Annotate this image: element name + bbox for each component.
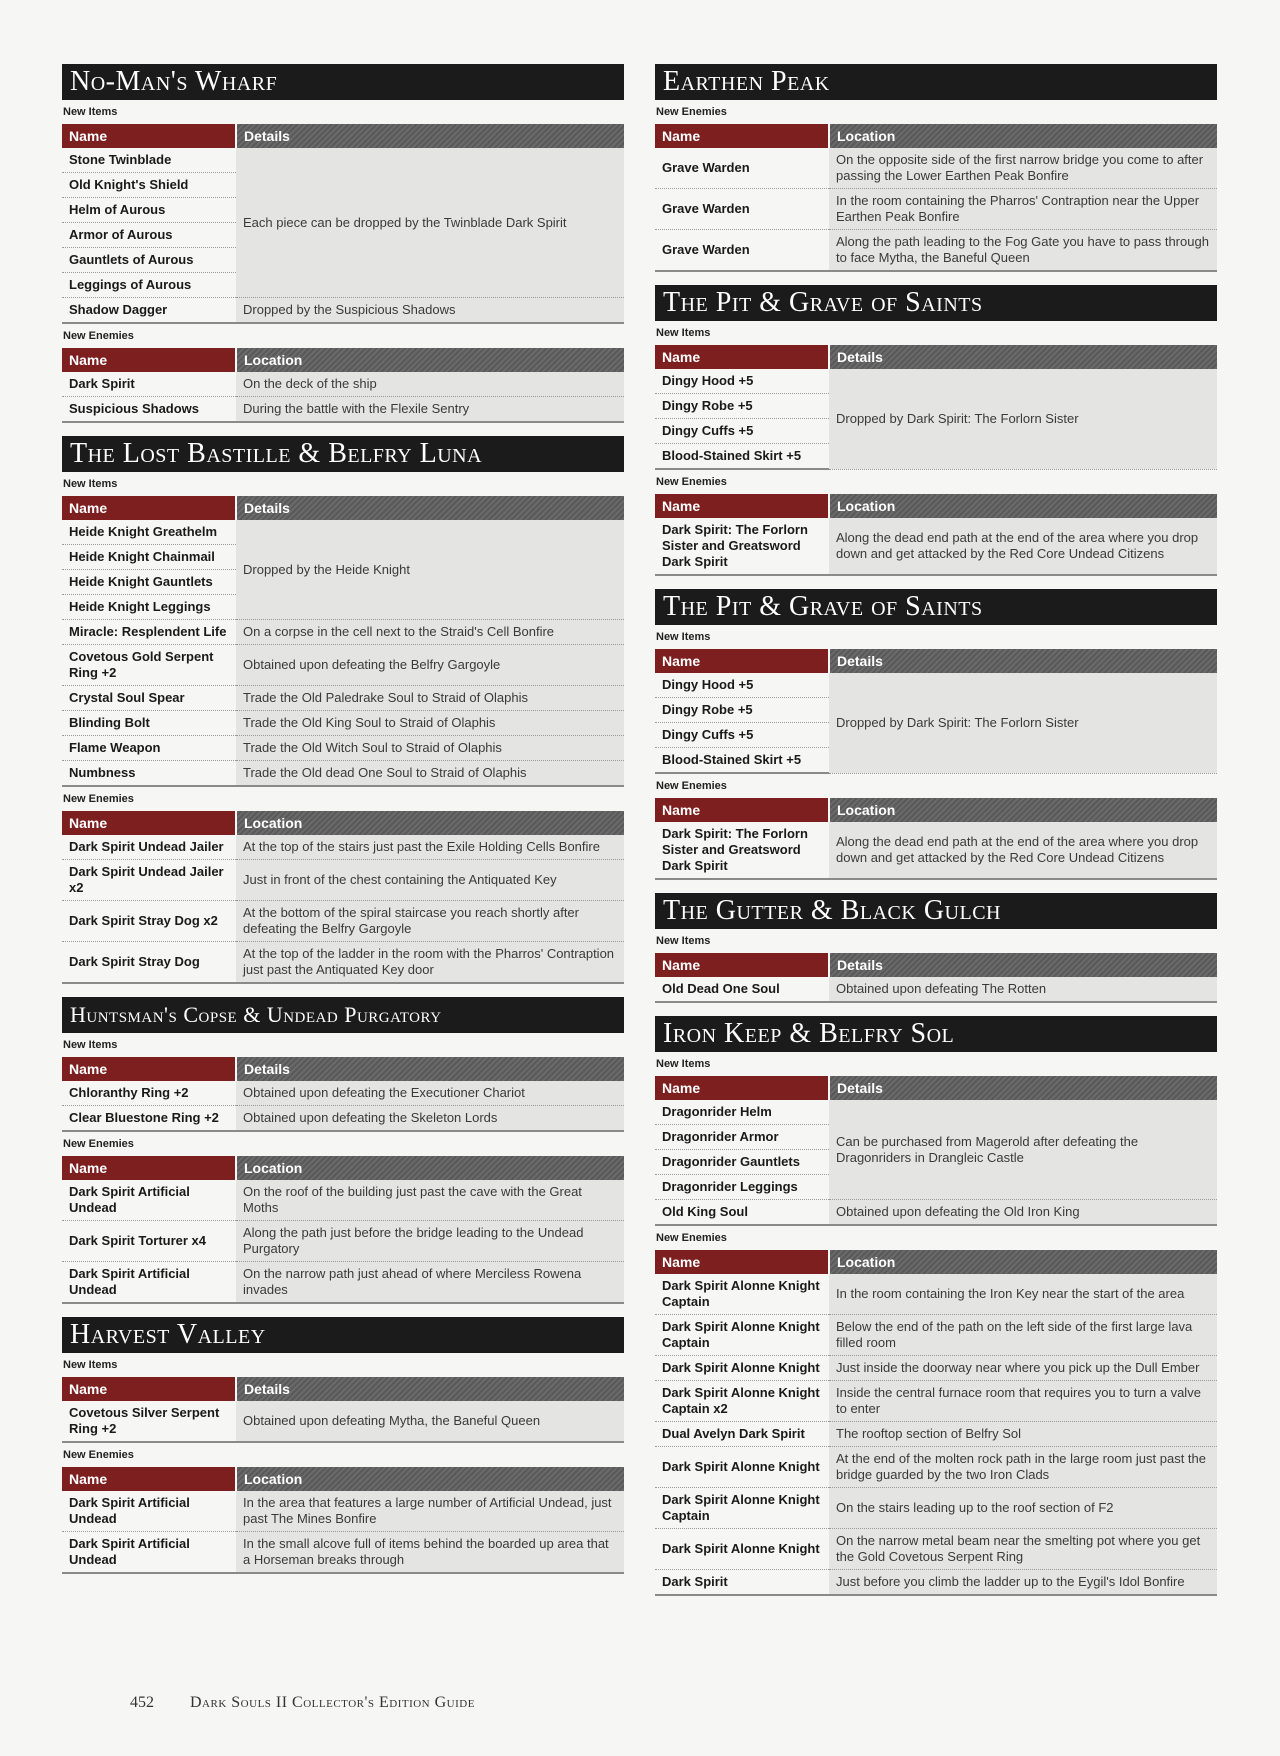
- column-header-location: Location: [236, 811, 624, 835]
- row-name: Shadow Dagger: [62, 298, 236, 324]
- row-details: Each piece can be dropped by the Twinblade Dark Spirit: [236, 148, 624, 298]
- row-details: Obtained upon defeating The Rotten: [829, 977, 1217, 1002]
- row-name: Numbness: [62, 761, 236, 787]
- section-title: No-Man's Wharf: [62, 64, 624, 100]
- table-row: [655, 1447, 1217, 1488]
- row-location: At the bottom of the spiral staircase you reach shortly after defeating the Belfry Gargoyle: [236, 901, 624, 942]
- row-name: Dark Spirit Alonne Knight: [655, 1356, 829, 1381]
- row-name: Grave Warden: [655, 148, 829, 189]
- row-name: Old King Soul: [655, 1200, 829, 1226]
- column-header-name: Name: [62, 1467, 236, 1491]
- items-table: [655, 953, 1217, 1003]
- items-table: [62, 1057, 624, 1132]
- column-header-details: Details: [829, 345, 1217, 369]
- row-details: Dropped by Dark Spirit: The Forlorn Sister: [829, 369, 1217, 469]
- left-column: [62, 64, 624, 1587]
- table-row: [655, 977, 1217, 1002]
- section-title: The Lost Bastille & Belfry Luna: [62, 436, 624, 472]
- enemies-table: [655, 798, 1217, 880]
- table-header-row: [62, 124, 624, 148]
- column-header-details: Details: [829, 649, 1217, 673]
- column-header-name: Name: [655, 1076, 829, 1100]
- row-name: Flame Weapon: [62, 736, 236, 761]
- section-title: The Pit & Grave of Saints: [655, 285, 1217, 321]
- table-row: [655, 189, 1217, 230]
- table-row: [62, 1262, 624, 1304]
- row-details: Dropped by the Suspicious Shadows: [236, 298, 624, 324]
- column-header-name: Name: [62, 124, 236, 148]
- new-enemies-label: New Enemies: [63, 1138, 134, 1150]
- table-row: [62, 397, 624, 423]
- row-name: Grave Warden: [655, 230, 829, 272]
- row-name: Clear Bluestone Ring +2: [62, 1106, 236, 1132]
- new-items-label: New Items: [656, 935, 711, 947]
- page-number: 452: [130, 1694, 154, 1711]
- row-location: In the small alcove full of items behind the boarded up area that a Horseman breaks through: [236, 1532, 624, 1574]
- row-name: Dragonrider Helm: [655, 1100, 829, 1125]
- table-row: [655, 369, 1217, 394]
- table-row: [655, 1381, 1217, 1422]
- table-row: [62, 148, 624, 173]
- row-details: Obtained upon defeating the Belfry Gargoyle: [236, 645, 624, 686]
- row-name: Old Knight's Shield: [62, 173, 236, 198]
- column-header-details: Details: [829, 1076, 1217, 1100]
- row-name: Blood-Stained Skirt +5: [655, 748, 829, 774]
- new-items-label: New Items: [63, 478, 118, 490]
- table-header-row: [62, 348, 624, 372]
- section: [62, 436, 624, 984]
- row-location: Just in front of the chest containing the Antiquated Key: [236, 860, 624, 901]
- enemies-table: [62, 1467, 624, 1574]
- row-name: Dual Avelyn Dark Spirit: [655, 1422, 829, 1447]
- row-details: Obtained upon defeating the Executioner Chariot: [236, 1081, 624, 1106]
- items-table: [655, 345, 1217, 470]
- row-name: Helm of Aurous: [62, 198, 236, 223]
- section: [655, 1016, 1217, 1596]
- column-header-location: Location: [236, 1467, 624, 1491]
- new-enemies-label: New Enemies: [63, 793, 134, 805]
- table-row: [62, 761, 624, 787]
- row-name: Stone Twinblade: [62, 148, 236, 173]
- row-name: Covetous Gold Serpent Ring +2: [62, 645, 236, 686]
- row-location: In the area that features a large number of Artificial Undead, just past The Mines Bonfire: [236, 1491, 624, 1532]
- row-location: The rooftop section of Belfry Sol: [829, 1422, 1217, 1447]
- section-title: Earthen Peak: [655, 64, 1217, 100]
- row-name: Dark Spirit Artificial Undead: [62, 1180, 236, 1221]
- row-location: On the stairs leading up to the roof section of F2: [829, 1488, 1217, 1529]
- section: [655, 893, 1217, 1003]
- table-row: [62, 1106, 624, 1132]
- table-row: [62, 645, 624, 686]
- row-name: Dark Spirit: The Forlorn Sister and Greatsword Dark Spirit: [655, 518, 829, 575]
- table-header-row: [62, 496, 624, 520]
- table-row: [62, 1401, 624, 1442]
- table-header-row: [655, 1076, 1217, 1100]
- table-row: [62, 1221, 624, 1262]
- table-row: [655, 1315, 1217, 1356]
- new-enemies-label: New Enemies: [656, 106, 727, 118]
- row-details: Trade the Old King Soul to Straid of Olaphis: [236, 711, 624, 736]
- row-location: Along the path leading to the Fog Gate you have to pass through to face Mytha, the Baneful Queen: [829, 230, 1217, 272]
- section: [62, 64, 624, 423]
- row-name: Dark Spirit Torturer x4: [62, 1221, 236, 1262]
- page-footer: [130, 1694, 475, 1712]
- column-header-details: Details: [236, 1057, 624, 1081]
- enemies-table: [655, 124, 1217, 272]
- table-row: [62, 1532, 624, 1574]
- row-name: Dragonrider Armor: [655, 1125, 829, 1150]
- row-location: On the opposite side of the first narrow bridge you come to after passing the Lower Earthen Peak Bonfire: [829, 148, 1217, 189]
- row-name: Dark Spirit Alonne Knight Captain: [655, 1274, 829, 1315]
- row-location: At the top of the stairs just past the Exile Holding Cells Bonfire: [236, 835, 624, 860]
- table-row: [62, 860, 624, 901]
- row-location: Along the path just before the bridge leading to the Undead Purgatory: [236, 1221, 624, 1262]
- items-table: [62, 124, 624, 324]
- table-header-row: [62, 1467, 624, 1491]
- column-header-name: Name: [655, 649, 829, 673]
- row-name: Dragonrider Leggings: [655, 1175, 829, 1200]
- row-location: Just before you climb the ladder up to the Eygil's Idol Bonfire: [829, 1570, 1217, 1596]
- row-name: Dark Spirit Alonne Knight: [655, 1447, 829, 1488]
- column-header-location: Location: [236, 1156, 624, 1180]
- column-header-name: Name: [655, 1250, 829, 1274]
- section: [655, 285, 1217, 576]
- column-header-name: Name: [655, 798, 829, 822]
- row-location: On the deck of the ship: [236, 372, 624, 397]
- table-row: [62, 1180, 624, 1221]
- table-header-row: [655, 953, 1217, 977]
- row-name: Dark Spirit: [62, 372, 236, 397]
- row-name: Dark Spirit Alonne Knight: [655, 1529, 829, 1570]
- table-header-row: [655, 649, 1217, 673]
- row-name: Dingy Cuffs +5: [655, 419, 829, 444]
- row-name: Suspicious Shadows: [62, 397, 236, 423]
- row-location: In the room containing the Pharros' Contraption near the Upper Earthen Peak Bonfire: [829, 189, 1217, 230]
- table-header-row: [655, 345, 1217, 369]
- new-items-label: New Items: [63, 1039, 118, 1051]
- table-row: [655, 1200, 1217, 1226]
- row-location: On the narrow metal beam near the smelting pot where you get the Gold Covetous Serpent Ring: [829, 1529, 1217, 1570]
- column-header-name: Name: [62, 1057, 236, 1081]
- row-name: Dark Spirit Artificial Undead: [62, 1491, 236, 1532]
- table-row: [655, 673, 1217, 698]
- table-row: [655, 230, 1217, 272]
- new-items-label: New Items: [63, 1359, 118, 1371]
- new-enemies-label: New Enemies: [63, 330, 134, 342]
- section-title: Huntsman's Copse & Undead Purgatory: [62, 997, 624, 1033]
- row-details: Obtained upon defeating Mytha, the Baneful Queen: [236, 1401, 624, 1442]
- row-name: Covetous Silver Serpent Ring +2: [62, 1401, 236, 1442]
- row-name: Gauntlets of Aurous: [62, 248, 236, 273]
- enemies-table: [62, 348, 624, 423]
- row-name: Dark Spirit Alonne Knight Captain: [655, 1488, 829, 1529]
- items-table: [655, 1076, 1217, 1226]
- row-name: Dark Spirit Artificial Undead: [62, 1532, 236, 1574]
- column-header-details: Details: [236, 496, 624, 520]
- items-table: [655, 649, 1217, 774]
- table-row: [62, 620, 624, 645]
- row-name: Armor of Aurous: [62, 223, 236, 248]
- row-name: Dark Spirit Stray Dog: [62, 942, 236, 984]
- row-location: Just inside the doorway near where you pick up the Dull Ember: [829, 1356, 1217, 1381]
- table-row: [655, 822, 1217, 879]
- row-name: Old Dead One Soul: [655, 977, 829, 1002]
- row-details: Dropped by Dark Spirit: The Forlorn Sister: [829, 673, 1217, 773]
- row-name: Dingy Robe +5: [655, 698, 829, 723]
- table-header-row: [62, 1156, 624, 1180]
- table-row: [62, 942, 624, 984]
- table-header-row: [62, 811, 624, 835]
- table-row: [655, 1274, 1217, 1315]
- table-row: [655, 1100, 1217, 1125]
- row-location: Along the dead end path at the end of the area where you drop down and get attacked by the Red Core Undead Citizens: [829, 518, 1217, 575]
- column-header-name: Name: [62, 1377, 236, 1401]
- row-name: Heide Knight Gauntlets: [62, 570, 236, 595]
- section: [655, 589, 1217, 880]
- row-location: On the narrow path just ahead of where Merciless Rowena invades: [236, 1262, 624, 1304]
- row-location: At the top of the ladder in the room with the Pharros' Contraption just past the Antiquated Key door: [236, 942, 624, 984]
- enemies-table: [62, 811, 624, 984]
- column-header-location: Location: [829, 494, 1217, 518]
- row-location: On the roof of the building just past the cave with the Great Moths: [236, 1180, 624, 1221]
- new-items-label: New Items: [63, 106, 118, 118]
- table-row: [62, 298, 624, 324]
- table-header-row: [655, 1250, 1217, 1274]
- table-header-row: [655, 494, 1217, 518]
- column-header-name: Name: [62, 496, 236, 520]
- section: [62, 1317, 624, 1574]
- new-enemies-label: New Enemies: [656, 1232, 727, 1244]
- row-name: Dragonrider Gauntlets: [655, 1150, 829, 1175]
- section-title: The Pit & Grave of Saints: [655, 589, 1217, 625]
- row-name: Dingy Hood +5: [655, 673, 829, 698]
- table-row: [655, 1529, 1217, 1570]
- row-details: Trade the Old dead One Soul to Straid of Olaphis: [236, 761, 624, 787]
- row-details: Can be purchased from Magerold after defeating the Dragonriders in Drangleic Castle: [829, 1100, 1217, 1200]
- column-header-name: Name: [62, 348, 236, 372]
- table-row: [62, 835, 624, 860]
- items-table: [62, 496, 624, 787]
- right-column: [655, 64, 1217, 1609]
- row-name: Crystal Soul Spear: [62, 686, 236, 711]
- guide-title: Dark Souls II Collector's Edition Guide: [190, 1694, 475, 1711]
- table-row: [62, 736, 624, 761]
- row-name: Dingy Hood +5: [655, 369, 829, 394]
- row-name: Heide Knight Greathelm: [62, 520, 236, 545]
- row-details: Dropped by the Heide Knight: [236, 520, 624, 620]
- table-header-row: [62, 1057, 624, 1081]
- column-header-location: Location: [829, 1250, 1217, 1274]
- row-name: Dark Spirit Undead Jailer x2: [62, 860, 236, 901]
- row-name: Dingy Cuffs +5: [655, 723, 829, 748]
- row-details: On a corpse in the cell next to the Straid's Cell Bonfire: [236, 620, 624, 645]
- row-location: During the battle with the Flexile Sentry: [236, 397, 624, 423]
- new-items-label: New Items: [656, 327, 711, 339]
- column-header-name: Name: [655, 345, 829, 369]
- row-details: Trade the Old Paledrake Soul to Straid of Olaphis: [236, 686, 624, 711]
- column-header-details: Details: [829, 953, 1217, 977]
- row-name: Grave Warden: [655, 189, 829, 230]
- new-enemies-label: New Enemies: [63, 1449, 134, 1461]
- section-title: Iron Keep & Belfry Sol: [655, 1016, 1217, 1052]
- table-row: [655, 1422, 1217, 1447]
- row-name: Heide Knight Chainmail: [62, 545, 236, 570]
- column-header-details: Details: [236, 124, 624, 148]
- row-name: Dark Spirit Alonne Knight Captain x2: [655, 1381, 829, 1422]
- section-title: The Gutter & Black Gulch: [655, 893, 1217, 929]
- table-row: [62, 372, 624, 397]
- enemies-table: [62, 1156, 624, 1304]
- row-details: Trade the Old Witch Soul to Straid of Olaphis: [236, 736, 624, 761]
- table-row: [655, 148, 1217, 189]
- new-items-label: New Items: [656, 631, 711, 643]
- table-header-row: [655, 124, 1217, 148]
- enemies-table: [655, 1250, 1217, 1596]
- row-location: Inside the central furnace room that requires you to turn a valve to enter: [829, 1381, 1217, 1422]
- table-row: [655, 1488, 1217, 1529]
- new-enemies-label: New Enemies: [656, 780, 727, 792]
- row-name: Dark Spirit: The Forlorn Sister and Greatsword Dark Spirit: [655, 822, 829, 879]
- table-row: [62, 1491, 624, 1532]
- row-name: Chloranthy Ring +2: [62, 1081, 236, 1106]
- row-name: Dark Spirit Undead Jailer: [62, 835, 236, 860]
- row-name: Miracle: Resplendent Life: [62, 620, 236, 645]
- new-items-label: New Items: [656, 1058, 711, 1070]
- column-header-location: Location: [829, 798, 1217, 822]
- column-header-location: Location: [236, 348, 624, 372]
- table-row: [655, 1570, 1217, 1596]
- row-location: Below the end of the path on the left side of the first large lava filled room: [829, 1315, 1217, 1356]
- row-name: Dark Spirit Stray Dog x2: [62, 901, 236, 942]
- new-enemies-label: New Enemies: [656, 476, 727, 488]
- items-table: [62, 1377, 624, 1443]
- table-row: [62, 520, 624, 545]
- section: [62, 997, 624, 1304]
- column-header-name: Name: [655, 953, 829, 977]
- row-name: Blinding Bolt: [62, 711, 236, 736]
- row-name: Blood-Stained Skirt +5: [655, 444, 829, 470]
- row-details: Obtained upon defeating the Old Iron King: [829, 1200, 1217, 1226]
- table-row: [62, 686, 624, 711]
- row-location: At the end of the molten rock path in the large room just past the bridge guarded by the two Iron Clads: [829, 1447, 1217, 1488]
- row-name: Heide Knight Leggings: [62, 595, 236, 620]
- enemies-table: [655, 494, 1217, 576]
- column-header-name: Name: [655, 124, 829, 148]
- row-location: In the room containing the Iron Key near the start of the area: [829, 1274, 1217, 1315]
- column-header-name: Name: [655, 494, 829, 518]
- column-header-details: Details: [236, 1377, 624, 1401]
- row-name: Leggings of Aurous: [62, 273, 236, 298]
- table-row: [62, 1081, 624, 1106]
- row-location: Along the dead end path at the end of the area where you drop down and get attacked by the Red Core Undead Citizens: [829, 822, 1217, 879]
- section: [655, 64, 1217, 272]
- row-name: Dark Spirit: [655, 1570, 829, 1596]
- column-header-name: Name: [62, 1156, 236, 1180]
- table-header-row: [655, 798, 1217, 822]
- table-row: [62, 711, 624, 736]
- table-row: [655, 518, 1217, 575]
- row-details: Obtained upon defeating the Skeleton Lords: [236, 1106, 624, 1132]
- table-header-row: [62, 1377, 624, 1401]
- section-title: Harvest Valley: [62, 1317, 624, 1353]
- column-header-name: Name: [62, 811, 236, 835]
- row-name: Dingy Robe +5: [655, 394, 829, 419]
- column-header-location: Location: [829, 124, 1217, 148]
- table-row: [655, 1356, 1217, 1381]
- row-name: Dark Spirit Artificial Undead: [62, 1262, 236, 1304]
- row-name: Dark Spirit Alonne Knight Captain: [655, 1315, 829, 1356]
- table-row: [62, 901, 624, 942]
